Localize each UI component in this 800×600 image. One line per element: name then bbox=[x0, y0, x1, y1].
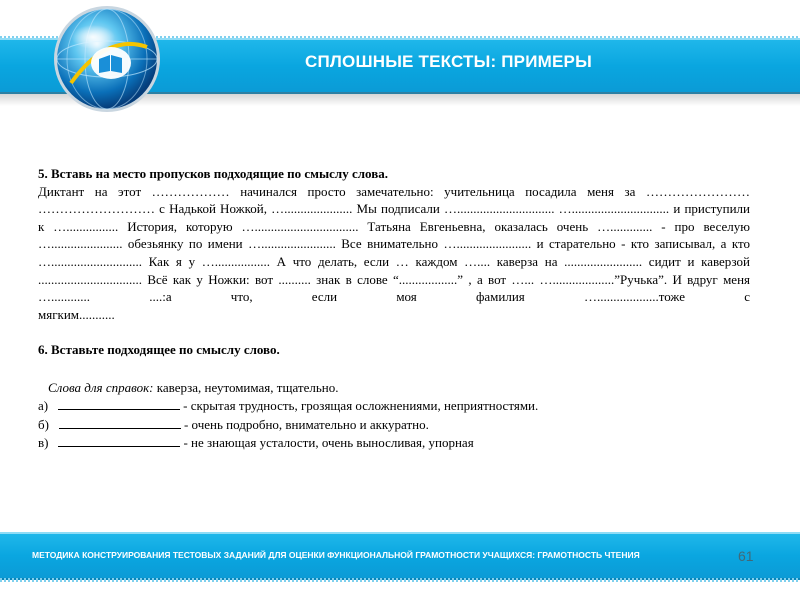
reference-label: Слова для справок: bbox=[48, 379, 154, 395]
page-title: СПЛОШНЫЕ ТЕКСТЫ: ПРИМЕРЫ bbox=[305, 52, 592, 71]
answer-item-b bbox=[38, 416, 750, 434]
answer-item-a bbox=[38, 397, 750, 415]
answer-item-c bbox=[38, 434, 750, 452]
reference-word-list: каверза, неутомимая, тщательно. bbox=[153, 379, 339, 395]
footer-dots bbox=[0, 578, 800, 582]
spacer bbox=[38, 324, 750, 341]
answer-blank-c[interactable] bbox=[58, 434, 180, 447]
item-definition: - не знающая усталости, очень выносливая, упорная bbox=[183, 435, 474, 451]
task5-last-line: мягким........... bbox=[38, 307, 115, 323]
answer-blank-a[interactable] bbox=[58, 397, 180, 410]
task6-heading: 6. Вставьте подходящее по смыслу слово. bbox=[38, 341, 280, 357]
slide-content bbox=[38, 165, 750, 452]
task5-heading: 5. Вставь на место пропусков подходящие по смыслу слова. bbox=[38, 166, 388, 181]
reference-words bbox=[38, 379, 750, 397]
item-definition: - очень подробно, внимательно и аккуратно. bbox=[183, 416, 429, 432]
spacer bbox=[38, 359, 750, 379]
task5-body: Диктант на этот ……………… начинался просто замечательно: учительница посадила меня за …………………… ……………………… с Надькой Ножкой, …..................... Мы подписали ….............................. ….............................. и приступили к …................ История, которую …................................ Татьяна Евгеньевна, оказалась очень …............. - про веселую …...................... обезьянку по имени …....................... Все внимательно …....................... и старательно - кто записывал, а кто …............................ Как я у …................. А что делать, если … каждом ….... каверза на ........................ сидит и каверзой ................................ Всё как у Ножки: вот .......... знак в слове “..................” , а вот …... …...................”Ручька”. И вдруг меня …............ ....:а что, если моя фамилия …...................тоже с bbox=[38, 183, 750, 305]
footer-caption: МЕТОДИКА КОНСТРУИРОВАНИЯ ТЕСТОВЫХ ЗАДАНИЙ ДЛЯ ОЦЕНКИ ФУНКЦИОНАЛЬНОЙ ГРАМОТНОСТИ УЧАЩИХСЯ: ГРАМОТНОСТЬ ЧТЕНИЯ bbox=[32, 550, 640, 560]
page-number: 61 bbox=[738, 548, 754, 564]
item-marker: б) bbox=[38, 416, 49, 432]
item-marker: в) bbox=[38, 435, 49, 451]
item-definition: - скрытая трудность, грозящая осложнениями, неприятностями. bbox=[183, 398, 539, 414]
globe-logo-icon bbox=[51, 3, 163, 115]
answer-blank-b[interactable] bbox=[59, 416, 181, 429]
item-marker: а) bbox=[38, 398, 49, 414]
